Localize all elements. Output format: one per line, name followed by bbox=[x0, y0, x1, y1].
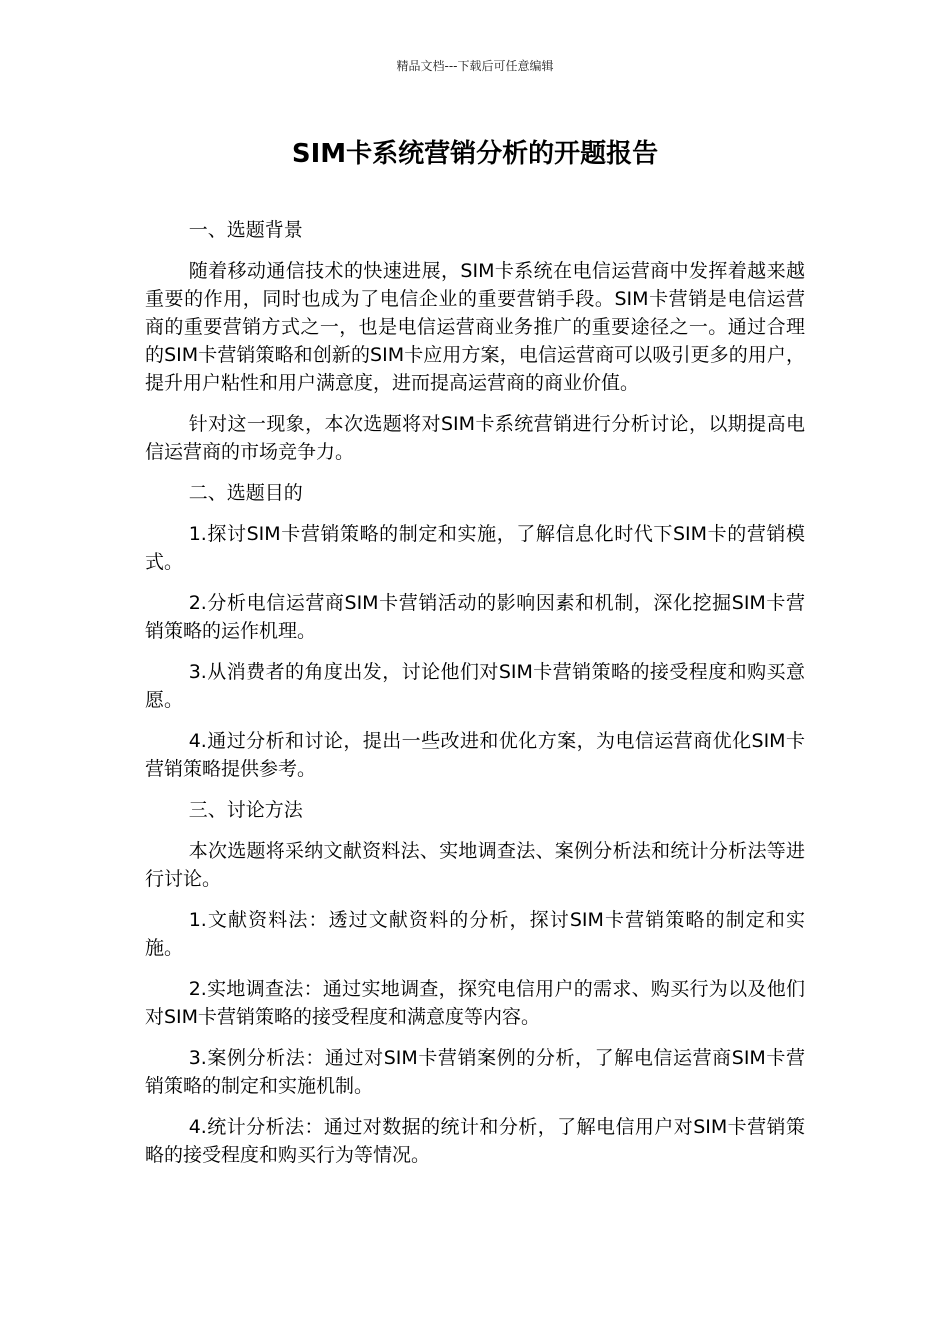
purpose-item: 1.探讨SIM卡营销策略的制定和实施，了解信息化时代下SIM卡的营销模式。 bbox=[145, 523, 805, 573]
document-body bbox=[145, 216, 805, 1182]
method-item: 4.统计分析法：通过对数据的统计和分析，了解电信用户对SIM卡营销策略的接受程度和购买行为等情况。 bbox=[145, 1116, 805, 1166]
document-title: SIM卡系统营销分析的开题报告 bbox=[291, 139, 659, 169]
section-heading-purpose: 二、选题目的 bbox=[188, 482, 303, 504]
method-item: 2.实地调查法：通过实地调查，探究电信用户的需求、购买行为以及他们对SIM卡营销策略的接受程度和满意度等内容。 bbox=[145, 978, 805, 1028]
purpose-item: 4.通过分析和讨论，提出一些改进和优化方案，为电信运营商优化SIM卡营销策略提供参考。 bbox=[145, 730, 805, 780]
purpose-item: 3.从消费者的角度出发，讨论他们对SIM卡营销策略的接受程度和购买意愿。 bbox=[145, 661, 805, 711]
method-item: 1.文献资料法：透过文献资料的分析，探讨SIM卡营销策略的制定和实施。 bbox=[145, 909, 805, 959]
paragraph-background-1: 随着移动通信技术的快速进展，SIM卡系统在电信运营商中发挥着越来越重要的作用，同时也成为了电信企业的重要营销手段。SIM卡营销是电信运营商的重要营销方式之一，也是电信运营商业务推广的重要途径之一。通过合理的SIM卡营销策略和创新的SIM卡应用方案，电信运营商可以吸引更多的用户，提升用户粘性和用户满意度，进而提高运营商的商业价值。 bbox=[145, 260, 805, 394]
paragraph-method-intro: 本次选题将采纳文献资料法、实地调查法、案例分析法和统计分析法等进行讨论。 bbox=[145, 840, 805, 890]
paragraph-background-2: 针对这一现象，本次选题将对SIM卡系统营销进行分析讨论，以期提高电信运营商的市场竞争力。 bbox=[145, 413, 805, 463]
section-heading-method: 三、讨论方法 bbox=[188, 799, 303, 821]
header-note: 精品文档---下载后可任意编辑 bbox=[396, 59, 554, 73]
section-heading-background: 一、选题背景 bbox=[188, 219, 303, 241]
purpose-item: 2.分析电信运营商SIM卡营销活动的影响因素和机制，深化挖掘SIM卡营销策略的运作机理。 bbox=[145, 592, 805, 642]
method-item: 3.案例分析法：通过对SIM卡营销案例的分析，了解电信运营商SIM卡营销策略的制定和实施机制。 bbox=[145, 1047, 805, 1097]
